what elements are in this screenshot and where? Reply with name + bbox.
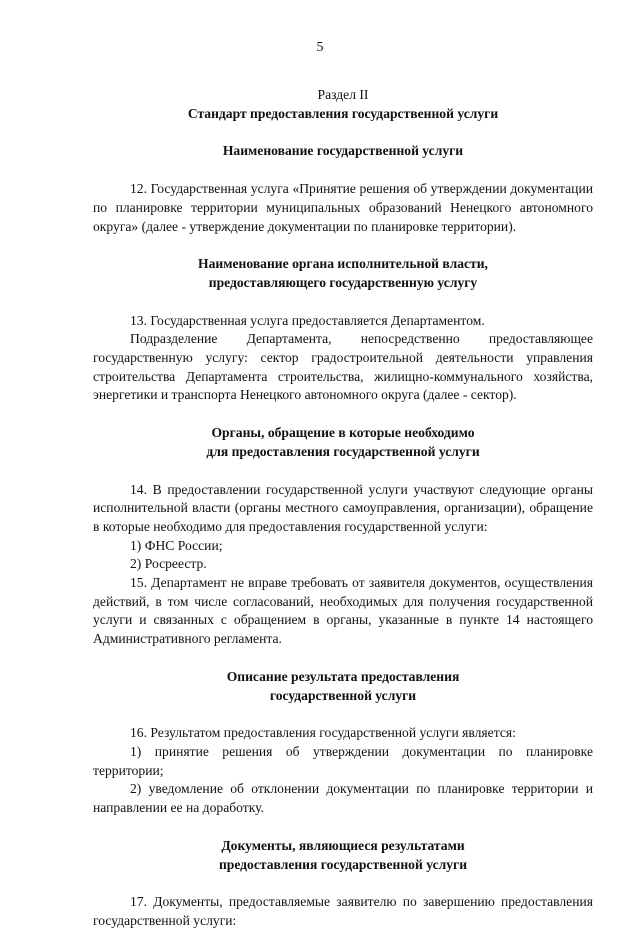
list-item: 2) Росреестр. (130, 556, 207, 572)
paragraph-13-subdivision: Подразделение Департамента, непосредственно предоставляющее государственную услугу: сектор градостроительной деятельности управления строительства Департамента строительства, жилищно-коммунального хозяйства, энергетики и транспорта Ненецкого автономного округа (далее - сектор). (93, 331, 593, 403)
list-item: 1) ФНС России; (130, 537, 223, 553)
heading-authority-line2: предоставляющего государственную услугу (208, 274, 478, 290)
heading-documents-line2: предоставления государственной услуги (218, 856, 468, 872)
paragraph-17: 17. Документы, предоставляемые заявителю по завершению предоставления государственной услуги: (93, 894, 593, 928)
document-body (93, 86, 593, 931)
heading-authority-line1: Наименование органа исполнительной власти, (198, 256, 488, 272)
paragraph-16: 16. Результатом предоставления государственной услуги является: (130, 725, 516, 741)
heading-result-line1: Описание результата предоставления (226, 668, 460, 684)
section-title: Стандарт предоставления государственной услуги (187, 105, 499, 121)
section-label: Раздел II (317, 87, 369, 102)
page-number: 5 (316, 40, 324, 55)
paragraph-13: 13. Государственная услуга предоставляется Департаментом. (130, 312, 485, 328)
paragraph-12: 12. Государственная услуга «Принятие решения об утверждении документации по планировке территории муниципальных образований Ненецкого автономного округа» (далее - утверждение документации по планировке территории). (93, 181, 593, 234)
list-item: 2) уведомление об отклонении документации по планировке территории и направлении ее на доработку. (93, 781, 593, 816)
heading-bodies-line2: для предоставления государственной услуги (206, 443, 480, 459)
heading-documents-line1: Документы, являющиеся результатами (221, 837, 465, 853)
list-item: 1) принятие решения об утверждении документации по планировке территории; (93, 743, 593, 778)
paragraph-14: 14. В предоставлении государственной услуги участвуют следующие органы исполнительной власти (органы местного самоуправления, организации), обращение в которые необходимо для предоставления государственной услуги: (93, 481, 593, 534)
heading-bodies-line1: Органы, обращение в которые необходимо (211, 425, 475, 441)
heading-result-line2: государственной услуги (269, 687, 417, 703)
heading-service-name: Наименование государственной услуги (222, 143, 464, 159)
paragraph-15: 15. Департамент не вправе требовать от заявителя документов, осуществления действий, в том числе согласований, необходимых для получения государственной услуги и связанных с обращением в органы, указанные в пункте 14 настоящего Административного регламента. (93, 575, 593, 647)
